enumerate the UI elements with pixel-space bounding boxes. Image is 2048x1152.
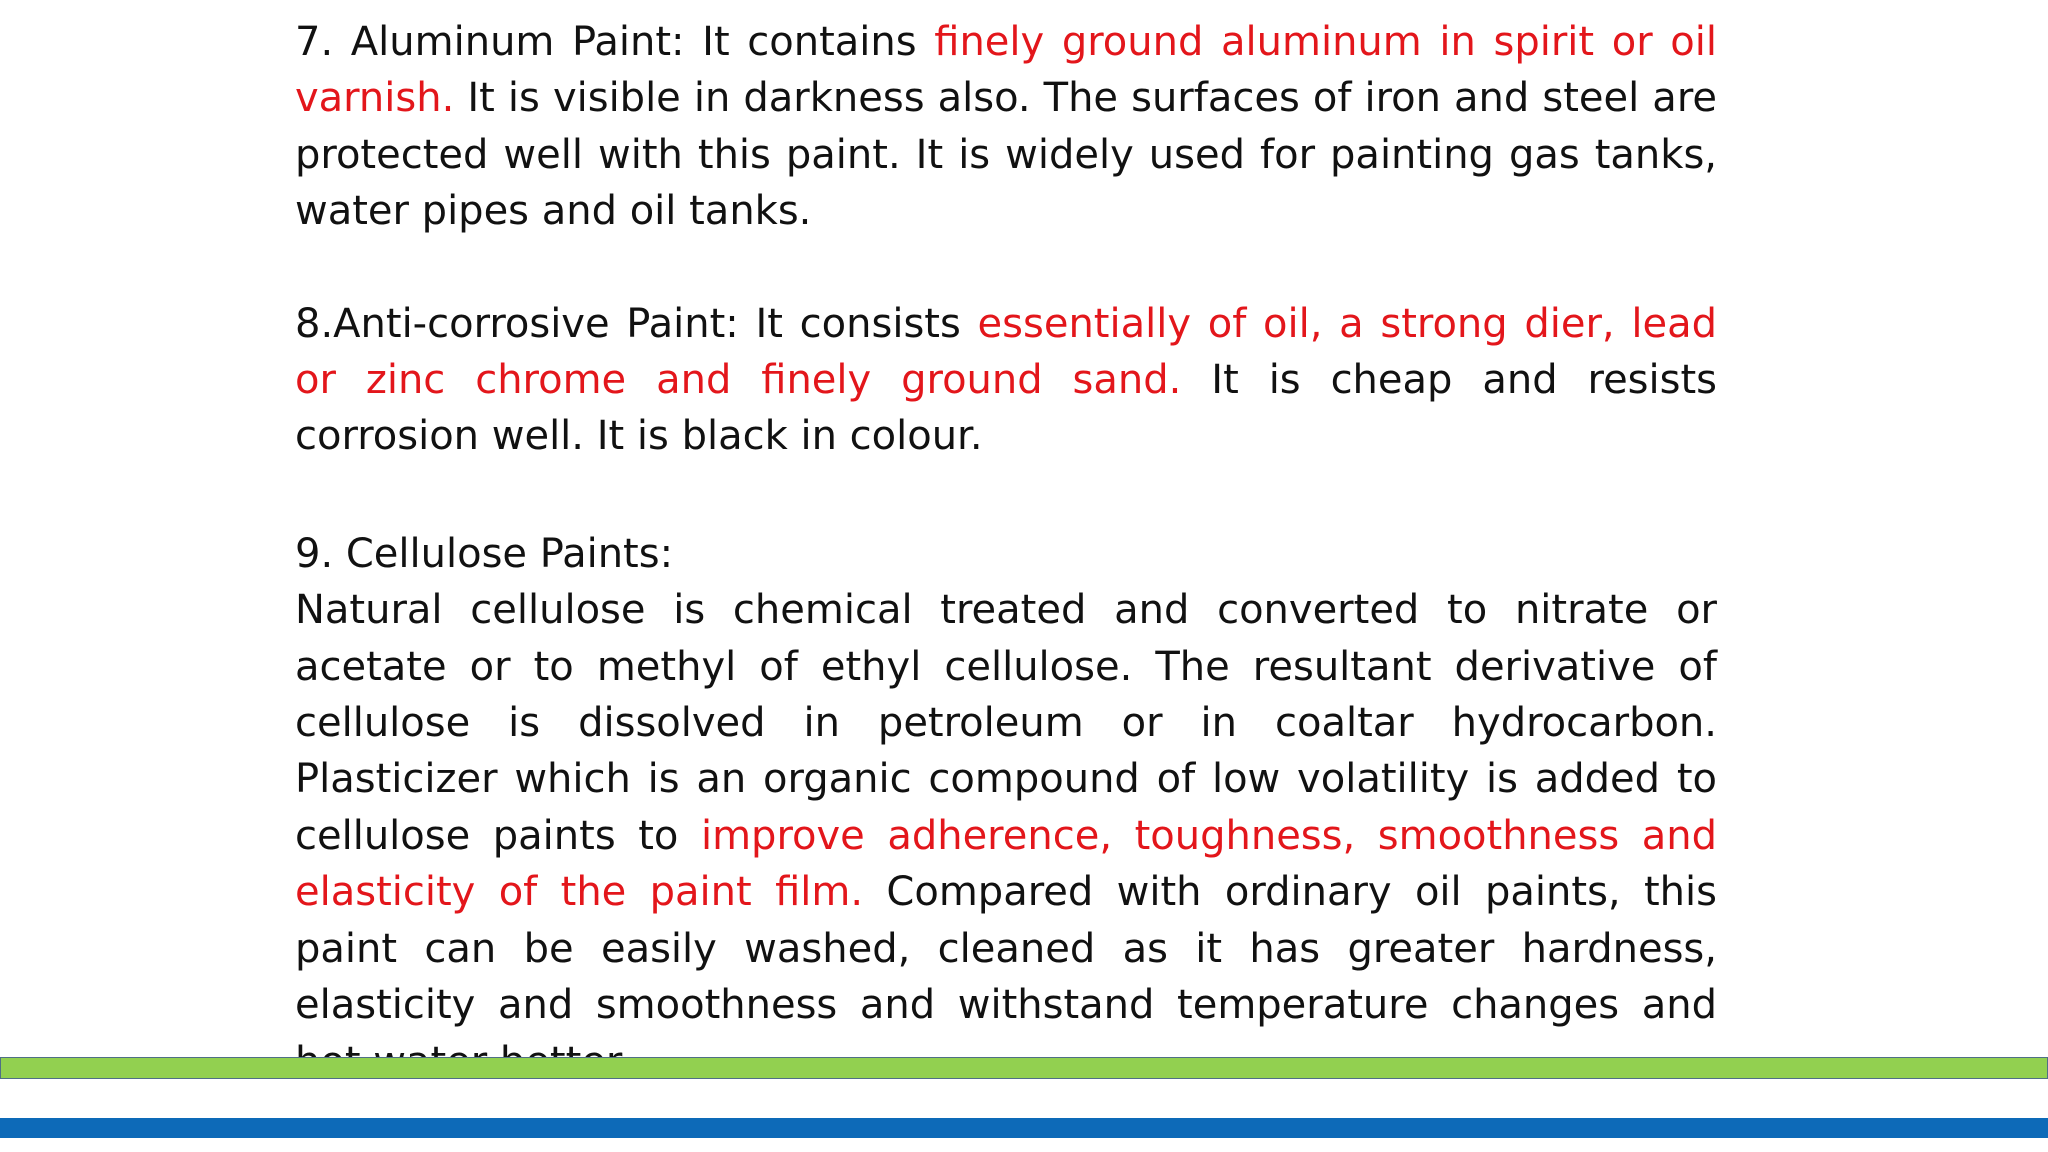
- footer-green-bar: [0, 1057, 2048, 1079]
- cellulose-paints-intro: Natural cellulose is chemical treated and converted to nitrate or acetate or to methyl of ethyl cellulose. The resultant derivative of cellulose is dissolved in petroleum or in coaltar hydrocarbon. Plasticizer which is an organic compound of low volatility is added to cellulose paints to: [295, 587, 1717, 859]
- slide-body: [295, 14, 1717, 1090]
- aluminum-paint-paragraph: [295, 14, 1717, 240]
- aluminum-paint-highlight: finely ground aluminum in spirit or oil varnish.: [295, 19, 1717, 122]
- cellulose-paints-heading: 9. Cellulose Paints:: [295, 530, 674, 577]
- paragraph-spacer: [295, 465, 1717, 526]
- aluminum-paint-intro: 7. Aluminum Paint: It contains: [295, 19, 935, 65]
- anti-corrosive-paint-details: It is cheap and resists corrosion well. It is black in colour.: [295, 357, 1717, 460]
- cellulose-paints-highlight: improve adherence, toughness, smoothness and elasticity of the paint film.: [295, 812, 1718, 916]
- paragraph-spacer: [295, 240, 1717, 296]
- anti-corrosive-paint-highlight: essentially of oil, a strong dier, lead or zinc chrome and finely ground sand.: [295, 300, 1717, 404]
- anti-corrosive-paint-paragraph: [295, 296, 1717, 465]
- anti-corrosive-paint-intro: 8.Anti-corrosive Paint: It consists: [295, 300, 978, 347]
- cellulose-paints-paragraph: [295, 582, 1717, 1090]
- cellulose-paints-details: Compared with ordinary oil paints, this paint can be easily washed, cleaned as it has greater hardness, elasticity and smoothness and withstand temperature changes and: [295, 869, 1717, 1029]
- footer-blue-bar: [0, 1118, 2048, 1138]
- aluminum-paint-details: It is visible in darkness also. The surfaces of iron and steel are protected well with this paint. It is widely used for painting gas tanks, water pipes and oil tanks.: [295, 75, 1717, 235]
